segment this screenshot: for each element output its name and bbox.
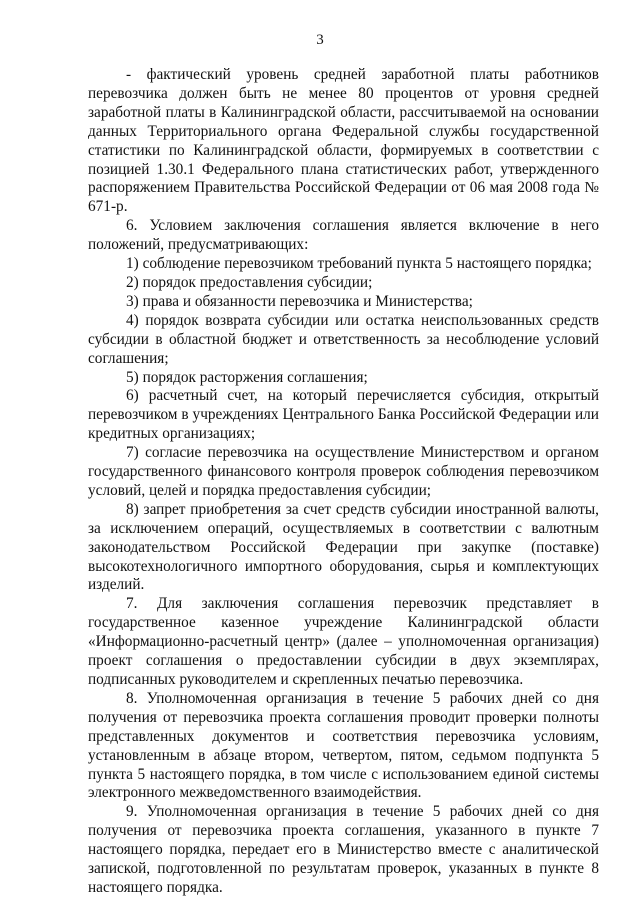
page-number: 3 bbox=[316, 32, 324, 48]
document-body bbox=[88, 66, 599, 898]
paragraph-salary-level: - фактический уровень средней заработной платы работников перевозчика должен быть не менее 80 процентов от уровня средней заработной платы в Калининградской области, рассчитываемой на основании данных Территориального органа Федеральной службы государственной статистики по Калининградской области, формируемых в соответствии с позицией 1.30.1 Федерального плана статистических работ, утвержденного распоряжением Правительства Российской Федерации от 06 мая 2008 года № 671-р. bbox=[88, 66, 599, 216]
subitem-6: 6) расчетный счет, на который перечисляется субсидия, открытый перевозчиком в учреждениях Центрального Банка Российской Федерации или кредитных организациях; bbox=[88, 387, 599, 443]
subitem-8: 8) запрет приобретения за счет средств субсидии иностранной валюты, за исключением операций, осуществляемых в соответствии с валютным законодательством Российской Федерации при закупке (поставке) высокотехнологичного импортного оборудования, сырья и комплектующих изделий. bbox=[88, 500, 599, 594]
paragraph-item-8: 8. Уполномоченная организация в течение 5 рабочих дней со дня получения от перевозчика проекта соглашения проводит проверки полноты представленных документов и соответствия перевозчика условиям, установленным в абзаце втором, четвертом, пятом, седьмом подпункта 5 пункта 5 настоящего порядка, в том числе с использованием единой системы электронного межведомственного взаимодействия. bbox=[88, 689, 599, 802]
subitem-1: 1) соблюдение перевозчиком требований пункта 5 настоящего порядка; bbox=[126, 255, 592, 273]
paragraph-item-7: 7. Для заключения соглашения перевозчик представляет в государственное казенное учреждение Калининградской области «Информационно-расчетный центр» (далее – уполномоченная организация) проект соглашения о предоставлении субсидии в двух экземплярах, подписанных руководителем и скрепленных печатью перевозчика. bbox=[88, 595, 599, 688]
subitem-7: 7) согласие перевозчика на осуществление Министерством и органом государственного финансового контроля проверок соблюдения перевозчиком условий, целей и порядка предоставления субсидии; bbox=[88, 444, 599, 499]
subitem-3: 3) права и обязанности перевозчика и Министерства; bbox=[126, 292, 473, 310]
subitem-2: 2) порядок предоставления субсидии; bbox=[126, 273, 373, 291]
subitem-4: 4) порядок возврата субсидии или остатка неиспользованных средств субсидии в областной бюджет и ответственность за несоблюдение условий соглашения; bbox=[88, 311, 599, 367]
paragraph-item-9: 9. Уполномоченная организация в течение 5 рабочих дней со дня получения от перевозчика проекта соглашения, указанного в пункте 7 настоящего порядка, передает его в Министерство вместе с аналитической запиской, подготовленной по результатам проверок, указанных в пункте 8 настоящего порядка. bbox=[88, 803, 599, 896]
paragraph-item-6: 6. Условием заключения соглашения является включение в него положений, предусматривающих: bbox=[88, 217, 599, 254]
subitem-5: 5) порядок расторжения соглашения; bbox=[126, 368, 368, 386]
